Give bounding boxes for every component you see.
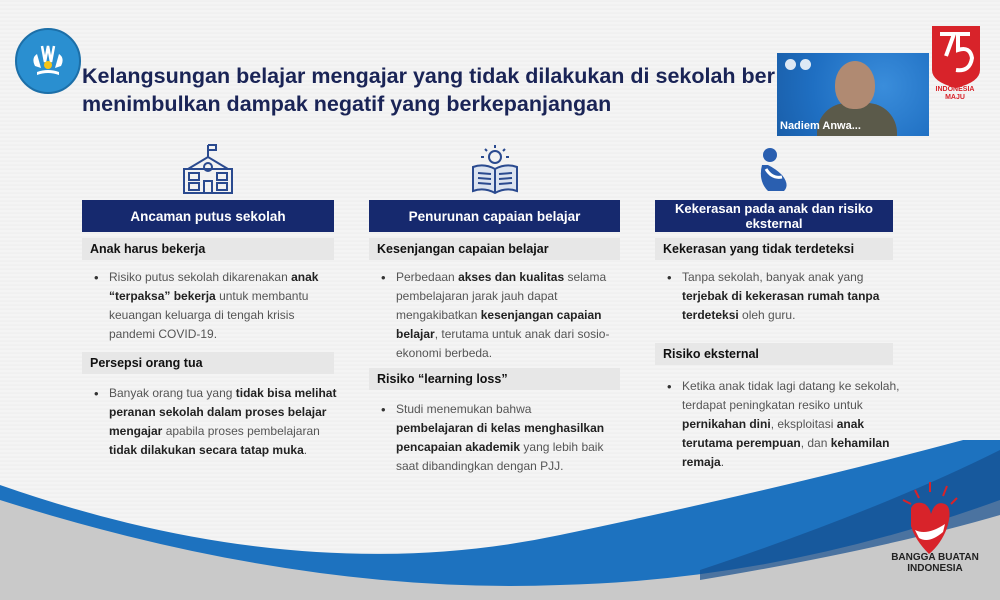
footer-logo-line2: INDONESIA <box>907 563 963 574</box>
book-lightbulb-icon <box>469 143 521 195</box>
title-line-1: Kelangsungan belajar mengajar yang tidak dilakukan di sekolah ber <box>82 64 775 88</box>
heart-hug-icon <box>885 478 985 558</box>
column-header: Ancaman putus sekolah <box>82 200 334 232</box>
decorative-wave <box>0 440 1000 600</box>
subheading: Risiko “learning loss” <box>369 368 620 390</box>
subheading: Kesenjangan capaian belajar <box>369 238 620 260</box>
column-header: Penurunan capaian belajar <box>369 200 620 232</box>
bangga-buatan-indonesia-logo <box>885 478 985 588</box>
subheading: Risiko eksternal <box>655 343 893 365</box>
bullet-text: • Banyak orang tua yang tidak bisa melihat peranan sekolah dalam proses belajar mengajar apabila proses pembelajaran tidak dilakukan secara tatap muka. <box>94 384 341 460</box>
subheading: Persepsi orang tua <box>82 352 334 374</box>
subheading: Anak harus bekerja <box>82 238 334 260</box>
slide-title <box>82 62 802 118</box>
bullet-text: • Perbedaan akses dan kualitas selama pembelajaran jarak jauh dapat mengakibatkan kesenjangan capaian belajar, terutama untuk anak dari sosio-ekonomi berbeda. <box>381 268 626 363</box>
video-call-tile[interactable] <box>777 53 929 136</box>
participant-face <box>835 61 875 109</box>
title-line-2: menimbulkan dampak negatif yang berkepanjangan <box>82 92 612 116</box>
column-header: Kekerasan pada anak dan risiko eksternal <box>655 200 893 232</box>
video-logos <box>785 59 811 70</box>
sitting-child-icon <box>754 145 794 195</box>
participant-name: Nadiem Anwa... <box>780 120 861 132</box>
subheading: Kekerasan yang tidak terdeteksi <box>655 238 893 260</box>
bullet-text: • Tanpa sekolah, banyak anak yang terjebak di kekerasan rumah tanpa terdeteksi oleh guru. <box>667 268 897 325</box>
footer-logo-line1: BANGGA BUATAN <box>891 552 979 563</box>
indonesia-maju-text: INDONESIA MAJU <box>935 86 975 101</box>
tut-wuri-handayani-icon <box>25 38 71 84</box>
school-building-icon <box>180 143 236 195</box>
bullet-text: • Risiko putus sekolah dikarenakan anak “terpaksa” bekerja untuk membantu keuangan keluarga di tengah krisis pandemi COVID-19. <box>94 268 334 344</box>
bullet-text: • Ketika anak tidak lagi datang ke sekolah, terdapat peningkatan resiko untuk pernikahan dini, eksploitasi anak terutama perempuan, dan kehamilan remaja. <box>667 377 900 472</box>
bullet-text: • Studi menemukan bahwa pembelajaran di kelas menghasilkan pencapaian akademik yang lebih baik saat dibandingkan dengan PJJ. <box>381 400 606 476</box>
kemdikbud-logo <box>15 28 81 94</box>
